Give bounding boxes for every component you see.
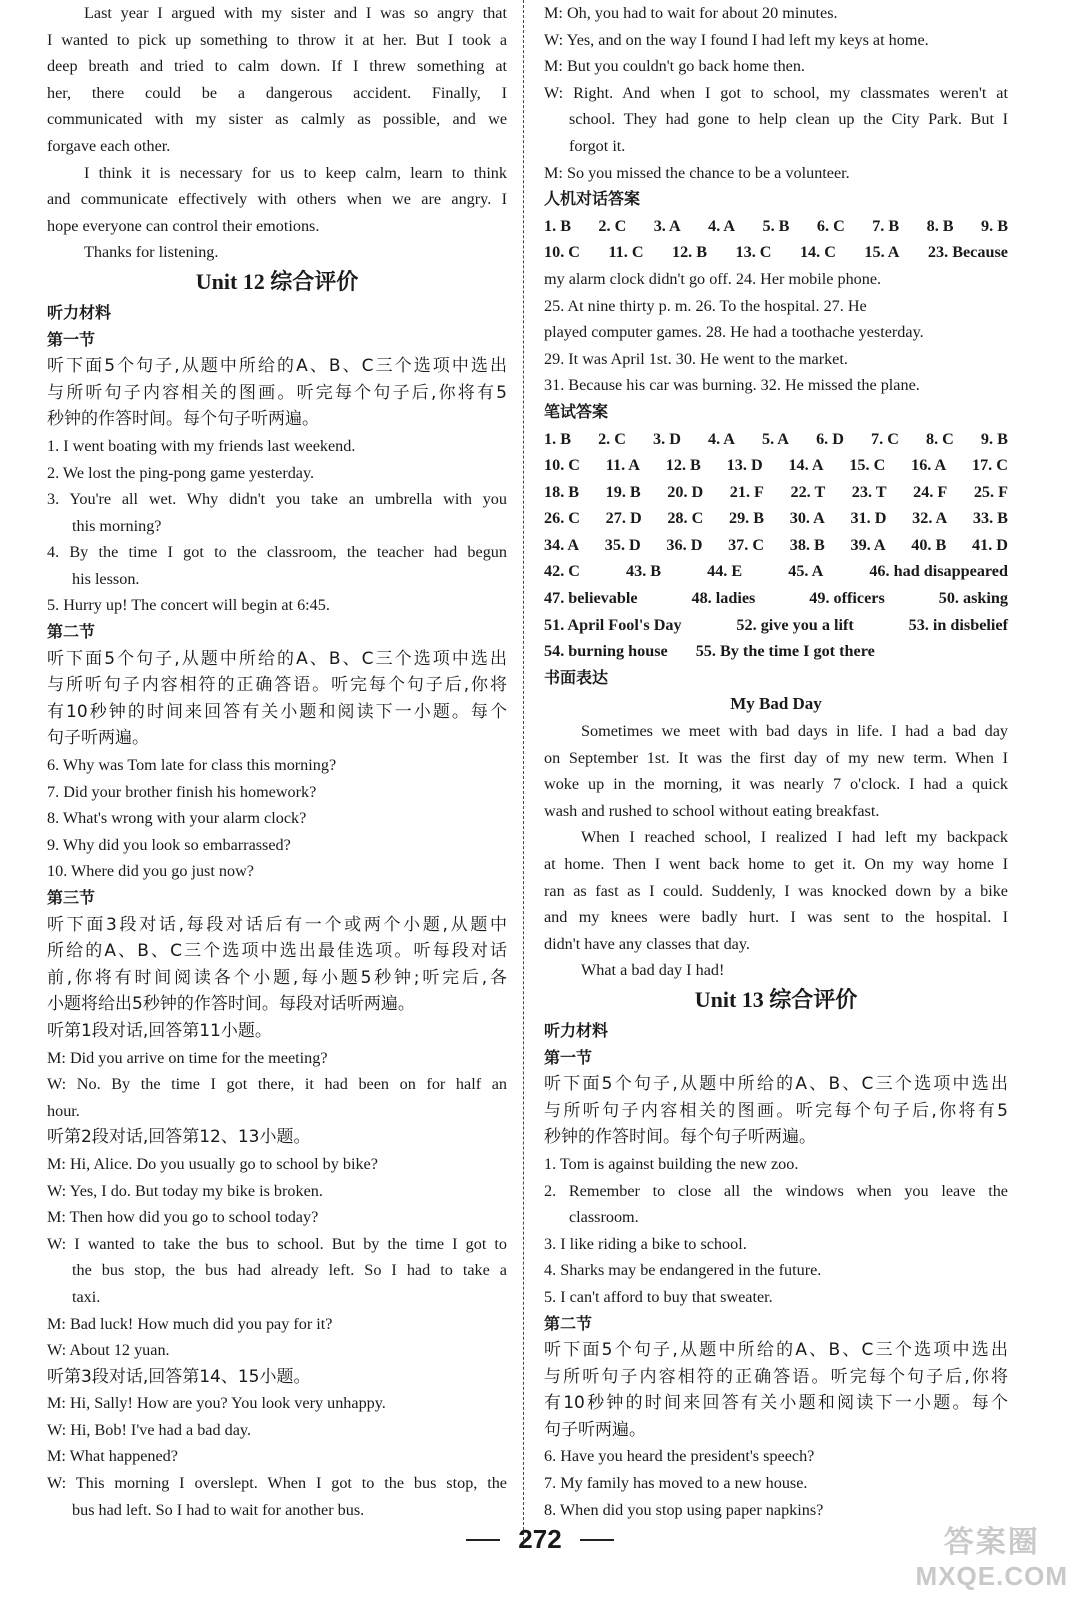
speech-line: her, there could be a dangerous accident. Finally, I bbox=[47, 83, 507, 102]
section2-instruction: 句子听两遍。 bbox=[544, 1419, 646, 1440]
speech-line: and communicate effectively with others when we are angry. I bbox=[47, 190, 507, 209]
dialog-intro: 听第1段对话,回答第11小题。 bbox=[47, 1020, 272, 1041]
answer-item: 27. D bbox=[605, 509, 642, 528]
answer-item: 7. B bbox=[872, 216, 900, 235]
answer-item: 40. B bbox=[911, 535, 947, 554]
section1-instruction: 与所听句子内容相关的图画。听完每个句子后,你将有5 bbox=[544, 1100, 1008, 1121]
dialog-line: M: Hi, Sally! How are you? You look very unhappy. bbox=[47, 1394, 386, 1413]
answer-item: 31. D bbox=[850, 509, 887, 528]
answer-item: 13. C bbox=[735, 243, 772, 262]
speech-line: hope everyone can control their emotions. bbox=[47, 216, 320, 235]
section1-heading: 第一节 bbox=[47, 329, 96, 349]
written-answers-heading: 笔试答案 bbox=[544, 401, 609, 421]
left-column bbox=[47, 0, 507, 1523]
answer-item: 5. B bbox=[762, 216, 790, 235]
answer-item: 14. A bbox=[788, 456, 824, 475]
watermark-logo bbox=[916, 1517, 1068, 1592]
speech-line: Thanks for listening. bbox=[84, 243, 219, 262]
dialog-line: W: Hi, Bob! I've had a bad day. bbox=[47, 1420, 251, 1439]
answer-item: 54. burning house bbox=[544, 642, 668, 661]
dialog-intro: 听第2段对话,回答第12、13小题。 bbox=[47, 1127, 311, 1148]
answer-item: 8. C bbox=[925, 429, 954, 448]
answer-row bbox=[544, 239, 1008, 266]
dialog-line: M: Oh, you had to wait for about 20 minutes. bbox=[544, 4, 838, 22]
answer-item: 1. B bbox=[544, 216, 571, 235]
section2-instruction: 有10秒钟的时间来回答有关小题和阅读下一小题。每个 bbox=[47, 701, 507, 722]
section3-heading: 第三节 bbox=[47, 888, 96, 907]
answer-item: 9. B bbox=[980, 429, 1008, 448]
unit13-title: Unit 13 综合评价 bbox=[694, 986, 858, 1012]
answer-item: 6. C bbox=[816, 216, 845, 235]
dialog-line: taxi. bbox=[72, 1287, 101, 1306]
writing-heading: 书面表达 bbox=[544, 667, 609, 687]
answer-item: 8. B bbox=[926, 216, 954, 235]
essay-title: My Bad Day bbox=[730, 694, 822, 714]
listening-heading: 听力材料 bbox=[544, 1020, 609, 1040]
dialog-line: M: But you couldn't go back home then. bbox=[544, 57, 805, 76]
dialog-line: W: Yes, I do. But today my bike is broken. bbox=[47, 1181, 323, 1200]
listening-item: 8. What's wrong with your alarm clock? bbox=[47, 809, 307, 828]
answer-row bbox=[544, 585, 1008, 612]
listening-item: 1. Tom is against building the new zoo. bbox=[544, 1154, 799, 1173]
essay-line: on September 1st. It was the first day of my new term. When I bbox=[544, 748, 1008, 767]
listening-heading: 听力材料 bbox=[47, 302, 112, 322]
speech-line: I wanted to pick up something to throw it at her. But I took a bbox=[47, 30, 507, 49]
answer-item: 2. C bbox=[598, 216, 627, 235]
answer-item: 5. A bbox=[762, 429, 789, 448]
listening-item: 3. I like riding a bike to school. bbox=[544, 1234, 747, 1253]
answer-item: 2. C bbox=[598, 429, 626, 448]
answer-item: 11. C bbox=[608, 243, 644, 262]
answer-item: 39. A bbox=[850, 535, 886, 554]
dialog-line: W: About 12 yuan. bbox=[47, 1341, 170, 1360]
answer-row bbox=[544, 452, 1008, 479]
answer-text: my alarm clock didn't go off. 24. Her mobile phone. bbox=[544, 269, 882, 288]
unit12-title: Unit 12 综合评价 bbox=[195, 268, 359, 294]
answer-item: 6. D bbox=[816, 429, 844, 448]
answer-item: 13. D bbox=[726, 456, 763, 475]
answer-item: 45. A bbox=[788, 562, 824, 581]
speech-line: forgave each other. bbox=[47, 136, 171, 155]
answer-text: 25. At nine thirty p. m. 26. To the hospital. 27. He bbox=[544, 296, 867, 315]
answer-item: 4. A bbox=[708, 216, 736, 235]
essay-line: woke up in the morning, it was nearly 7 o'clock. I had a quick bbox=[544, 775, 1008, 794]
answer-item: 43. B bbox=[626, 562, 662, 581]
page-number: 272 bbox=[518, 1524, 562, 1554]
watermark-en: MXQE.COM bbox=[915, 1561, 1068, 1591]
listening-item: 8. When did you stop using paper napkins? bbox=[544, 1500, 824, 1519]
listening-item: 2. We lost the ping-pong game yesterday. bbox=[47, 463, 315, 482]
section2-heading: 第二节 bbox=[544, 1313, 593, 1333]
answer-item: 41. D bbox=[972, 535, 1008, 554]
section1-instruction: 与所听句子内容相关的图画。听完每个句子后,你将有5 bbox=[47, 382, 507, 403]
speech-line: Last year I argued with my sister and I was so angry that bbox=[84, 4, 507, 22]
essay-line: When I reached school, I realized I had left my backpack bbox=[581, 828, 1008, 847]
listening-item: his lesson. bbox=[72, 569, 140, 588]
dialog-line: bus had left. So I had to wait for another bus. bbox=[72, 1500, 365, 1519]
answer-item: 49. officers bbox=[809, 589, 885, 608]
section1-instruction: 听下面5个句子,从题中所给的A、B、C三个选项中选出 bbox=[544, 1074, 1008, 1095]
listening-item: 9. Why did you look so embarrassed? bbox=[47, 835, 291, 854]
section1-instruction: 听下面5个句子,从题中所给的A、B、C三个选项中选出 bbox=[47, 356, 507, 377]
section3-instruction: 小题将给出5秒钟的作答时间。每段对话听两遍。 bbox=[47, 994, 415, 1015]
column-divider bbox=[523, 0, 524, 1540]
dialog-line: M: So you missed the chance to be a volunteer. bbox=[544, 163, 850, 182]
essay-line: and my knees were badly hurt. I was sent to the hospital. I bbox=[544, 908, 1008, 927]
dialog-line: M: What happened? bbox=[47, 1447, 178, 1466]
listening-item: 3. You're all wet. Why didn't you take an umbrella with you bbox=[47, 490, 507, 509]
speech-line: I think it is necessary for us to keep calm, learn to think bbox=[84, 163, 507, 182]
section2-instruction: 有10秒钟的时间来回答有关小题和阅读下一小题。每个 bbox=[544, 1393, 1008, 1414]
answer-item: 22. T bbox=[790, 482, 826, 501]
dialog-line: school. They had gone to help clean up the City Park. But I bbox=[569, 110, 1008, 129]
listening-item: classroom. bbox=[569, 1208, 639, 1227]
dialog-line: M: Then how did you go to school today? bbox=[47, 1208, 319, 1227]
listening-item: this morning? bbox=[72, 516, 162, 535]
answer-item: 24. F bbox=[913, 482, 948, 501]
listening-item: 7. Did your brother finish his homework? bbox=[47, 782, 317, 801]
answer-item: 28. C bbox=[667, 509, 704, 528]
answer-item: 20. D bbox=[667, 482, 704, 501]
answer-item: 18. B bbox=[544, 482, 580, 501]
answer-item: 23. T bbox=[851, 482, 887, 501]
answer-item: 12. B bbox=[671, 243, 708, 262]
section3-instruction: 听下面3段对话,每段对话后有一个或两个小题,从题中 bbox=[47, 914, 507, 935]
answer-item: 30. A bbox=[789, 509, 825, 528]
answer-item: 51. April Fool's Day bbox=[544, 615, 682, 634]
section2-instruction: 与所听句子内容相符的正确答语。听完每个句子后,你将 bbox=[47, 675, 507, 696]
answer-item: 44. E bbox=[707, 562, 743, 581]
section1-heading: 第一节 bbox=[544, 1047, 593, 1067]
essay-line: at home. Then I went back home to get it. On my way home I bbox=[544, 855, 1008, 873]
right-column bbox=[544, 0, 1008, 1523]
answer-row bbox=[544, 505, 1008, 532]
answer-item: 46. had disappeared bbox=[869, 562, 1008, 581]
answer-item: 15. A bbox=[864, 243, 900, 262]
essay-line: What a bad day I had! bbox=[581, 961, 725, 980]
answer-item: 23. Because bbox=[927, 243, 1008, 262]
listening-item: 5. Hurry up! The concert will begin at 6:45. bbox=[47, 596, 330, 615]
watermark-cn: 答案圈 bbox=[943, 1525, 1040, 1560]
answer-item: 55. By the time I got there bbox=[695, 642, 875, 661]
dialog-line: M: Bad luck! How much did you pay for it? bbox=[47, 1314, 333, 1333]
answer-item: 3. D bbox=[653, 429, 681, 448]
dialog-intro: 听第3段对话,回答第14、15小题。 bbox=[47, 1366, 311, 1387]
dialog-line: M: Did you arrive on time for the meeting? bbox=[47, 1048, 328, 1067]
answer-item: 32. A bbox=[912, 509, 948, 528]
answer-item: 48. ladies bbox=[691, 589, 756, 608]
answer-item: 7. C bbox=[871, 429, 899, 448]
essay-line: Sometimes we meet with bad days in life. I had a bad day bbox=[581, 722, 1008, 741]
dialog-line: W: I wanted to take the bus to school. But by the time I got to bbox=[47, 1234, 507, 1253]
answer-item: 26. C bbox=[544, 509, 580, 528]
answer-item: 37. C bbox=[728, 535, 765, 554]
answer-item: 3. A bbox=[653, 216, 681, 235]
answer-item: 36. D bbox=[666, 535, 703, 554]
dialog-line: the bus stop, the bus had already left. So I had to take a bbox=[72, 1261, 507, 1280]
listening-item: 5. I can't afford to buy that sweater. bbox=[544, 1287, 773, 1306]
answer-item: 34. A bbox=[544, 535, 580, 554]
answer-row bbox=[544, 612, 1008, 639]
answer-row bbox=[544, 426, 1008, 453]
answer-text: 29. It was April 1st. 30. He went to the market. bbox=[544, 349, 848, 368]
answer-item: 4. A bbox=[707, 429, 735, 448]
answer-item: 33. B bbox=[972, 509, 1008, 528]
listening-item: 6. Have you heard the president's speech? bbox=[544, 1447, 815, 1466]
section2-instruction: 与所听句子内容相符的正确答语。听完每个句子后,你将 bbox=[544, 1366, 1008, 1387]
section2-instruction: 听下面5个句子,从题中所给的A、B、C三个选项中选出 bbox=[47, 648, 507, 669]
answer-item: 42. C bbox=[544, 562, 580, 581]
dialog-line: W: No. By the time I got there, it had been on for half an bbox=[47, 1075, 507, 1094]
answer-row bbox=[544, 638, 1008, 665]
section1-instruction: 秒钟的作答时间。每个句子听两遍。 bbox=[47, 409, 319, 430]
answer-row bbox=[544, 558, 1008, 585]
section2-heading: 第二节 bbox=[47, 622, 96, 642]
answer-item: 1. B bbox=[544, 429, 571, 448]
answer-item: 53. in disbelief bbox=[908, 615, 1008, 634]
dialog-line: W: Yes, and on the way I found I had left my keys at home. bbox=[544, 30, 929, 49]
answer-item: 21. F bbox=[729, 482, 764, 501]
answer-item: 35. D bbox=[604, 535, 641, 554]
section2-instruction: 句子听两遍。 bbox=[47, 728, 149, 749]
section1-instruction: 秒钟的作答时间。每个句子听两遍。 bbox=[544, 1127, 816, 1148]
dialog-line: hour. bbox=[47, 1101, 80, 1120]
essay-line: didn't have any classes that day. bbox=[544, 934, 750, 953]
listening-item: 2. Remember to close all the windows when you leave the bbox=[544, 1181, 1008, 1200]
dialog-line: forgot it. bbox=[569, 136, 626, 155]
listening-item: 1. I went boating with my friends last weekend. bbox=[47, 436, 356, 455]
answer-row bbox=[544, 532, 1008, 559]
section3-instruction: 所给的A、B、C三个选项中选出最佳选项。听每段对话 bbox=[47, 941, 507, 962]
answer-item: 52. give you a lift bbox=[736, 615, 854, 634]
answer-item: 19. B bbox=[605, 482, 641, 501]
answer-item: 10. C bbox=[544, 243, 580, 262]
answer-item: 29. B bbox=[728, 509, 765, 528]
answer-item: 9. B bbox=[981, 216, 1008, 235]
listening-item: 4. Sharks may be endangered in the future. bbox=[544, 1261, 822, 1280]
listening-item: 10. Where did you go just now? bbox=[47, 862, 254, 881]
answer-row bbox=[544, 479, 1008, 506]
answer-item: 14. C bbox=[799, 243, 836, 262]
dialog-line: W: This morning I overslept. When I got to the bus stop, the bbox=[47, 1474, 507, 1493]
footer-dash-left bbox=[466, 1539, 500, 1541]
answer-text: played computer games. 28. He had a toothache yesterday. bbox=[544, 323, 924, 342]
speech-line: deep breath and tried to calm down. If I threw something at bbox=[47, 57, 507, 76]
answer-item: 10. C bbox=[544, 456, 580, 475]
answer-text: 31. Because his car was burning. 32. He missed the plane. bbox=[544, 376, 920, 395]
answer-item: 47. believable bbox=[544, 589, 638, 608]
section2-instruction: 听下面5个句子,从题中所给的A、B、C三个选项中选出 bbox=[544, 1340, 1008, 1361]
section3-instruction: 前,你将有时间阅读各个小题,每小题5秒钟;听完后,各 bbox=[47, 967, 507, 988]
listening-item: 4. By the time I got to the classroom, the teacher had begun bbox=[47, 543, 507, 562]
answer-item: 15. C bbox=[849, 456, 886, 475]
essay-line: wash and rushed to school without eating breakfast. bbox=[544, 801, 880, 820]
answer-item: 16. A bbox=[911, 456, 947, 475]
dialog-line: W: Right. And when I got to school, my classmates weren't at bbox=[544, 83, 1008, 102]
listening-item: 6. Why was Tom late for class this morning? bbox=[47, 756, 337, 775]
human-machine-answers-heading: 人机对话答案 bbox=[544, 189, 641, 209]
answer-item: 12. B bbox=[665, 456, 701, 475]
answer-item: 25. F bbox=[973, 482, 1008, 501]
answer-item: 17. C bbox=[971, 456, 1008, 475]
listening-item: 7. My family has moved to a new house. bbox=[544, 1474, 808, 1493]
dialog-line: M: Hi, Alice. Do you usually go to school by bike? bbox=[47, 1154, 378, 1173]
answer-item: 38. B bbox=[789, 535, 825, 554]
answer-row bbox=[544, 213, 1008, 240]
answer-item: 50. asking bbox=[938, 589, 1008, 608]
essay-line: ran as fast as I could. Suddenly, I was knocked down by a bike bbox=[544, 881, 1008, 900]
footer-dash-right bbox=[580, 1539, 614, 1541]
speech-line: communicated with my sister as calmly as possible, and we bbox=[47, 110, 507, 129]
answer-item: 11. A bbox=[605, 456, 640, 475]
